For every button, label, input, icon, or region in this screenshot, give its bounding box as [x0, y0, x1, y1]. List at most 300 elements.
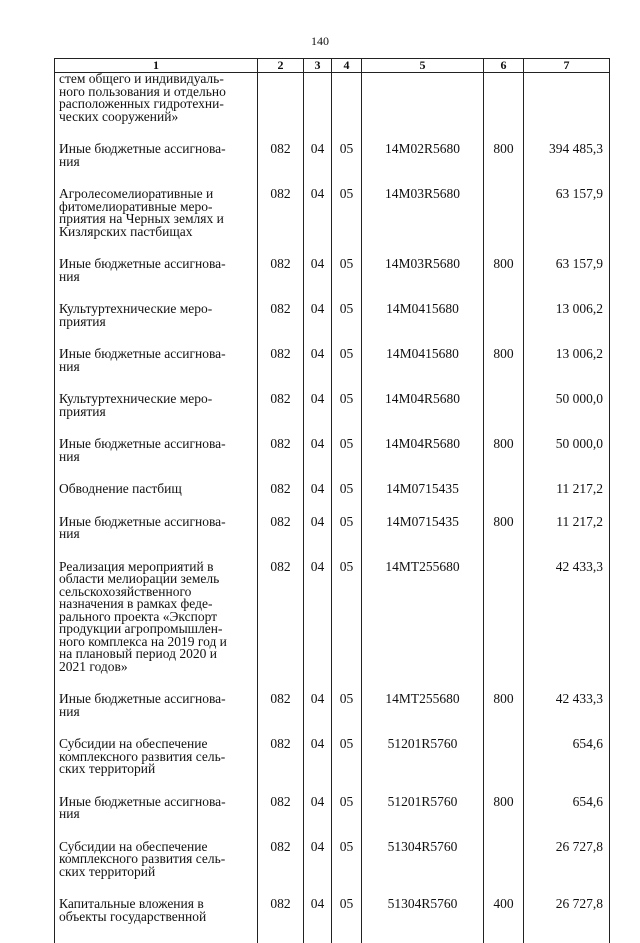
- row-section-code: [304, 438, 332, 483]
- row-department-code-text: 082: [258, 516, 303, 529]
- row-expense-type-code-text: 800: [484, 516, 523, 529]
- row-target-article-code: [362, 258, 484, 303]
- row-amount-text: 42 433,3: [524, 561, 603, 574]
- row-target-article-code: [362, 841, 484, 899]
- row-spacer: [484, 303, 523, 323]
- row-spacer: [524, 528, 603, 548]
- row-section-code-text: 04: [304, 258, 331, 271]
- row-spacer: [332, 573, 361, 593]
- table-row: [55, 348, 610, 393]
- row-expense-type-code: [484, 393, 524, 438]
- row-spacer: [332, 201, 361, 221]
- row-section-code: [304, 258, 332, 303]
- row-spacer: [304, 911, 331, 931]
- row-department-code: [258, 841, 304, 899]
- row-spacer: [332, 853, 361, 873]
- row-spacer: [258, 706, 303, 726]
- row-expense-type-code: [484, 143, 524, 188]
- row-subsection-code-text: 05: [332, 693, 361, 706]
- row-spacer: [524, 496, 603, 516]
- row-name-cell: [55, 348, 258, 393]
- row-amount-text: 11 217,2: [524, 516, 603, 529]
- row-department-code-text: 082: [258, 796, 303, 809]
- row-spacer: [484, 738, 523, 758]
- row-spacer: [362, 911, 483, 931]
- row-target-article-code: [362, 143, 484, 188]
- row-spacer: [59, 373, 253, 393]
- row-name-cell-text: Иные бюджетные ассигнова- ния: [59, 438, 253, 463]
- row-expense-type-code: [484, 561, 524, 694]
- row-target-article-code: [362, 738, 484, 796]
- table-row: [55, 516, 610, 561]
- row-spacer: [524, 73, 603, 93]
- row-section-code-text: 04: [304, 738, 331, 751]
- row-spacer: [59, 283, 253, 303]
- row-spacer: [332, 528, 361, 548]
- row-section-code: [304, 738, 332, 796]
- row-target-article-code-text: 14М03R5680: [362, 258, 483, 271]
- row-target-article-code: [362, 693, 484, 738]
- row-amount: [524, 693, 610, 738]
- row-spacer: [258, 406, 303, 426]
- row-spacer: [304, 271, 331, 291]
- row-spacer: [484, 808, 523, 828]
- row-expense-type-code: [484, 693, 524, 738]
- row-spacer: [524, 361, 603, 381]
- row-spacer: [304, 201, 331, 221]
- row-target-article-code: [362, 796, 484, 841]
- row-target-article-code-text: 14М0715435: [362, 516, 483, 529]
- row-spacer: [524, 406, 603, 426]
- row-subsection-code-text: 05: [332, 483, 361, 496]
- table-row: [55, 738, 610, 796]
- table-row: [55, 841, 610, 899]
- row-spacer: [484, 706, 523, 726]
- row-subsection-code-text: 05: [332, 796, 361, 809]
- table-row: [55, 561, 610, 694]
- header-col-3: 3: [304, 59, 332, 73]
- row-spacer: [332, 808, 361, 828]
- row-spacer: [484, 451, 523, 471]
- row-amount-text: 13 006,2: [524, 348, 603, 361]
- row-target-article-code: [362, 303, 484, 348]
- row-department-code: [258, 516, 304, 561]
- row-target-article-code: [362, 73, 484, 144]
- row-spacer: [304, 406, 331, 426]
- row-subsection-code-text: 05: [332, 516, 361, 529]
- row-spacer: [304, 361, 331, 381]
- row-department-code-text: 082: [258, 898, 303, 911]
- page-number: 140: [0, 34, 640, 49]
- row-amount: [524, 143, 610, 188]
- row-name-cell: [55, 188, 258, 258]
- row-subsection-code-text: 05: [332, 348, 361, 361]
- table-row: [55, 188, 610, 258]
- row-amount: [524, 188, 610, 258]
- row-name-cell-text: Капитальные вложения в объекты государственной: [59, 898, 253, 923]
- row-spacer: [524, 201, 603, 221]
- row-target-article-code-text: 14МТ255680: [362, 561, 483, 574]
- row-spacer: [484, 361, 523, 381]
- table-row: [55, 303, 610, 348]
- row-expense-type-code-text: 800: [484, 438, 523, 451]
- row-subsection-code: [332, 143, 362, 188]
- row-target-article-code-text: 51304R5760: [362, 841, 483, 854]
- row-department-code: [258, 143, 304, 188]
- row-spacer: [484, 911, 523, 931]
- row-spacer: [524, 573, 603, 593]
- row-section-code-text: 04: [304, 393, 331, 406]
- row-amount: [524, 438, 610, 483]
- row-department-code: [258, 73, 304, 144]
- row-department-code-text: 082: [258, 143, 303, 156]
- row-target-article-code: [362, 561, 484, 694]
- row-amount: [524, 303, 610, 348]
- row-spacer: [304, 316, 331, 336]
- row-amount-text: 26 727,8: [524, 841, 603, 854]
- row-amount: [524, 258, 610, 303]
- row-amount-text: 654,6: [524, 796, 603, 809]
- row-spacer: [258, 73, 303, 93]
- row-name-cell-text: Обводнение пастбищ: [59, 483, 253, 496]
- row-spacer: [258, 156, 303, 176]
- row-target-article-code-text: 14М0415680: [362, 348, 483, 361]
- row-amount: [524, 73, 610, 144]
- table-row: [55, 258, 610, 303]
- row-spacer: [59, 718, 253, 738]
- row-spacer: [332, 706, 361, 726]
- row-section-code-text: 04: [304, 188, 331, 201]
- row-name-cell: [55, 841, 258, 899]
- row-spacer: [258, 808, 303, 828]
- row-spacer: [362, 201, 483, 221]
- row-subsection-code: [332, 258, 362, 303]
- row-spacer: [524, 156, 603, 176]
- row-amount-text: 50 000,0: [524, 438, 603, 451]
- row-section-code: [304, 393, 332, 438]
- row-spacer: [258, 451, 303, 471]
- row-section-code: [304, 303, 332, 348]
- row-spacer: [258, 361, 303, 381]
- row-spacer: [484, 156, 523, 176]
- row-spacer: [304, 573, 331, 593]
- row-amount-text: 11 217,2: [524, 483, 603, 496]
- row-expense-type-code: [484, 738, 524, 796]
- row-spacer: [484, 483, 523, 503]
- row-name-cell-text: Иные бюджетные ассигнова- ния: [59, 693, 253, 718]
- row-name-cell: [55, 438, 258, 483]
- row-spacer: [362, 573, 483, 593]
- row-amount: [524, 483, 610, 516]
- row-expense-type-code: [484, 438, 524, 483]
- row-subsection-code: [332, 303, 362, 348]
- row-subsection-code: [332, 348, 362, 393]
- row-department-code-text: 082: [258, 438, 303, 451]
- row-spacer: [484, 188, 523, 208]
- row-spacer: [258, 496, 303, 516]
- row-name-cell-text: Иные бюджетные ассигнова- ния: [59, 796, 253, 821]
- table-row: [55, 693, 610, 738]
- row-section-code: [304, 693, 332, 738]
- row-spacer: [362, 706, 483, 726]
- row-name-cell: [55, 516, 258, 561]
- row-spacer: [332, 271, 361, 291]
- row-spacer: [59, 541, 253, 561]
- row-subsection-code: [332, 483, 362, 516]
- row-subsection-code: [332, 561, 362, 694]
- row-subsection-code: [332, 73, 362, 144]
- row-department-code: [258, 348, 304, 393]
- row-name-cell: [55, 693, 258, 738]
- row-spacer: [304, 706, 331, 726]
- row-spacer: [362, 73, 483, 93]
- header-col-7: 7: [524, 59, 610, 73]
- row-department-code: [258, 438, 304, 483]
- row-name-cell-text: стем общего и индивидуаль- ного пользования и отдельно расположенных гидротехни- ческих сооружений»: [59, 73, 253, 123]
- row-department-code-text: 082: [258, 393, 303, 406]
- row-amount: [524, 348, 610, 393]
- row-subsection-code-text: 05: [332, 303, 361, 316]
- row-section-code-text: 04: [304, 143, 331, 156]
- row-amount-text: 654,6: [524, 738, 603, 751]
- row-name-cell-text: Субсидии на обеспечение комплексного развития сель- ских территорий: [59, 841, 253, 879]
- row-target-article-code-text: 51201R5760: [362, 738, 483, 751]
- row-subsection-code-text: 05: [332, 898, 361, 911]
- row-spacer: [484, 271, 523, 291]
- header-col-2: 2: [258, 59, 304, 73]
- row-section-code: [304, 73, 332, 144]
- row-section-code: [304, 561, 332, 694]
- row-spacer: [484, 841, 523, 861]
- row-section-code-text: 04: [304, 898, 331, 911]
- row-department-code-text: 082: [258, 561, 303, 574]
- row-department-code: [258, 393, 304, 438]
- row-section-code: [304, 516, 332, 561]
- row-section-code: [304, 348, 332, 393]
- row-target-article-code-text: 14МТ255680: [362, 693, 483, 706]
- row-spacer: [59, 418, 253, 438]
- row-name-cell: [55, 483, 258, 516]
- row-subsection-code-text: 05: [332, 188, 361, 201]
- row-spacer: [304, 73, 331, 93]
- budget-table: [54, 58, 610, 943]
- row-department-code: [258, 188, 304, 258]
- row-spacer: [258, 751, 303, 771]
- row-spacer: [59, 463, 253, 483]
- row-target-article-code-text: 14М03R5680: [362, 188, 483, 201]
- row-spacer: [332, 406, 361, 426]
- row-section-code-text: 04: [304, 438, 331, 451]
- row-department-code-text: 082: [258, 188, 303, 201]
- row-subsection-code-text: 05: [332, 841, 361, 854]
- row-target-article-code-text: 14М0715435: [362, 483, 483, 496]
- row-spacer: [258, 271, 303, 291]
- row-amount: [524, 796, 610, 841]
- row-spacer: [304, 853, 331, 873]
- row-spacer: [362, 808, 483, 828]
- row-name-cell: [55, 738, 258, 796]
- row-amount-text: 50 000,0: [524, 393, 603, 406]
- header-col-1: 1: [55, 59, 258, 73]
- row-spacer: [59, 673, 253, 693]
- row-department-code-text: 082: [258, 693, 303, 706]
- row-amount-text: 42 433,3: [524, 693, 603, 706]
- row-amount: [524, 393, 610, 438]
- row-spacer: [258, 911, 303, 931]
- row-target-article-code: [362, 348, 484, 393]
- row-spacer: [59, 923, 253, 943]
- row-spacer: [258, 316, 303, 336]
- row-name-cell-text: Иные бюджетные ассигнова- ния: [59, 348, 253, 373]
- row-amount-text: 63 157,9: [524, 188, 603, 201]
- row-department-code: [258, 693, 304, 738]
- row-section-code: [304, 188, 332, 258]
- row-subsection-code-text: 05: [332, 393, 361, 406]
- row-name-cell: [55, 258, 258, 303]
- row-subsection-code-text: 05: [332, 258, 361, 271]
- row-expense-type-code: [484, 796, 524, 841]
- row-target-article-code: [362, 188, 484, 258]
- row-section-code-text: 04: [304, 841, 331, 854]
- row-section-code-text: 04: [304, 348, 331, 361]
- row-target-article-code: [362, 483, 484, 516]
- row-spacer: [258, 573, 303, 593]
- row-spacer: [524, 451, 603, 471]
- row-spacer: [484, 528, 523, 548]
- row-subsection-code-text: 05: [332, 561, 361, 574]
- row-name-cell-text: Агролесомелиоративные и фитомелиоративные меро- приятия на Черных землях и Кизлярских пастбищах: [59, 188, 253, 238]
- row-name-cell-text: Иные бюджетные ассигнова- ния: [59, 258, 253, 283]
- row-spacer: [304, 751, 331, 771]
- row-department-code-text: 082: [258, 738, 303, 751]
- row-amount: [524, 841, 610, 899]
- row-spacer: [524, 911, 603, 931]
- row-spacer: [59, 238, 253, 258]
- row-spacer: [362, 316, 483, 336]
- row-spacer: [362, 496, 483, 516]
- row-expense-type-code-text: 800: [484, 693, 523, 706]
- row-name-cell-text: Культуртехнические меро- приятия: [59, 303, 253, 328]
- row-expense-type-code: [484, 516, 524, 561]
- row-section-code: [304, 796, 332, 841]
- row-subsection-code: [332, 693, 362, 738]
- row-spacer: [524, 853, 603, 873]
- row-spacer: [304, 528, 331, 548]
- row-department-code-text: 082: [258, 348, 303, 361]
- row-expense-type-code: [484, 303, 524, 348]
- row-spacer: [304, 451, 331, 471]
- row-department-code: [258, 561, 304, 694]
- row-spacer: [332, 451, 361, 471]
- row-expense-type-code: [484, 73, 524, 144]
- row-subsection-code: [332, 438, 362, 483]
- row-spacer: [258, 528, 303, 548]
- row-target-article-code-text: 14М04R5680: [362, 393, 483, 406]
- row-amount: [524, 516, 610, 561]
- row-name-cell: [55, 393, 258, 438]
- row-amount-text: 394 485,3: [524, 143, 603, 156]
- row-subsection-code: [332, 188, 362, 258]
- row-name-cell: [55, 303, 258, 348]
- row-subsection-code: [332, 796, 362, 841]
- table-row: [55, 393, 610, 438]
- row-subsection-code: [332, 516, 362, 561]
- row-spacer: [484, 561, 523, 581]
- row-department-code-text: 082: [258, 258, 303, 271]
- row-subsection-code: [332, 393, 362, 438]
- row-department-code-text: 082: [258, 303, 303, 316]
- row-expense-type-code-text: 800: [484, 348, 523, 361]
- row-expense-type-code: [484, 258, 524, 303]
- row-name-cell-text: Иные бюджетные ассигнова- ния: [59, 143, 253, 168]
- row-subsection-code-text: 05: [332, 738, 361, 751]
- row-spacer: [258, 853, 303, 873]
- row-spacer: [524, 271, 603, 291]
- row-section-code: [304, 143, 332, 188]
- row-name-cell: [55, 143, 258, 188]
- header-col-6: 6: [484, 59, 524, 73]
- row-department-code: [258, 738, 304, 796]
- row-section-code-text: 04: [304, 483, 331, 496]
- row-amount-text: 13 006,2: [524, 303, 603, 316]
- row-department-code: [258, 258, 304, 303]
- row-target-article-code-text: 14М02R5680: [362, 143, 483, 156]
- row-spacer: [304, 808, 331, 828]
- table-body: [55, 73, 610, 943]
- row-section-code-text: 04: [304, 303, 331, 316]
- table-row: [55, 73, 610, 144]
- row-spacer: [362, 751, 483, 771]
- row-spacer: [332, 361, 361, 381]
- row-spacer: [362, 406, 483, 426]
- row-spacer: [332, 911, 361, 931]
- row-spacer: [59, 776, 253, 796]
- row-name-cell-text: Иные бюджетные ассигнова- ния: [59, 516, 253, 541]
- row-spacer: [524, 751, 603, 771]
- row-target-article-code-text: 14М04R5680: [362, 438, 483, 451]
- row-amount: [524, 738, 610, 796]
- row-spacer: [59, 496, 253, 516]
- row-amount: [524, 561, 610, 694]
- row-spacer: [524, 706, 603, 726]
- row-subsection-code-text: 05: [332, 143, 361, 156]
- row-name-cell: [55, 796, 258, 841]
- row-target-article-code: [362, 393, 484, 438]
- row-spacer: [524, 316, 603, 336]
- row-target-article-code-text: 51304R5760: [362, 898, 483, 911]
- row-department-code: [258, 796, 304, 841]
- row-spacer: [362, 528, 483, 548]
- table-row: [55, 796, 610, 841]
- row-amount-text: 26 727,8: [524, 898, 603, 911]
- row-spacer: [304, 496, 331, 516]
- row-name-cell-text: Реализация мероприятий в области мелиорации земель сельскохозяйственного назначения в рамках феде- рального проекта «Экспорт продукции агропромышлен- ного комплекса на 2019 год и на плановый период 2020 и 2021 годов»: [59, 561, 253, 674]
- row-target-article-code-text: 51201R5760: [362, 796, 483, 809]
- row-section-code: [304, 841, 332, 899]
- row-spacer: [59, 878, 253, 898]
- table-row: [55, 143, 610, 188]
- row-spacer: [362, 156, 483, 176]
- row-expense-type-code: [484, 841, 524, 899]
- row-spacer: [484, 393, 523, 413]
- row-department-code-text: 082: [258, 483, 303, 496]
- row-spacer: [332, 496, 361, 516]
- row-amount-text: 63 157,9: [524, 258, 603, 271]
- row-spacer: [362, 853, 483, 873]
- row-spacer: [59, 821, 253, 841]
- row-expense-type-code: [484, 483, 524, 516]
- row-spacer: [59, 123, 253, 143]
